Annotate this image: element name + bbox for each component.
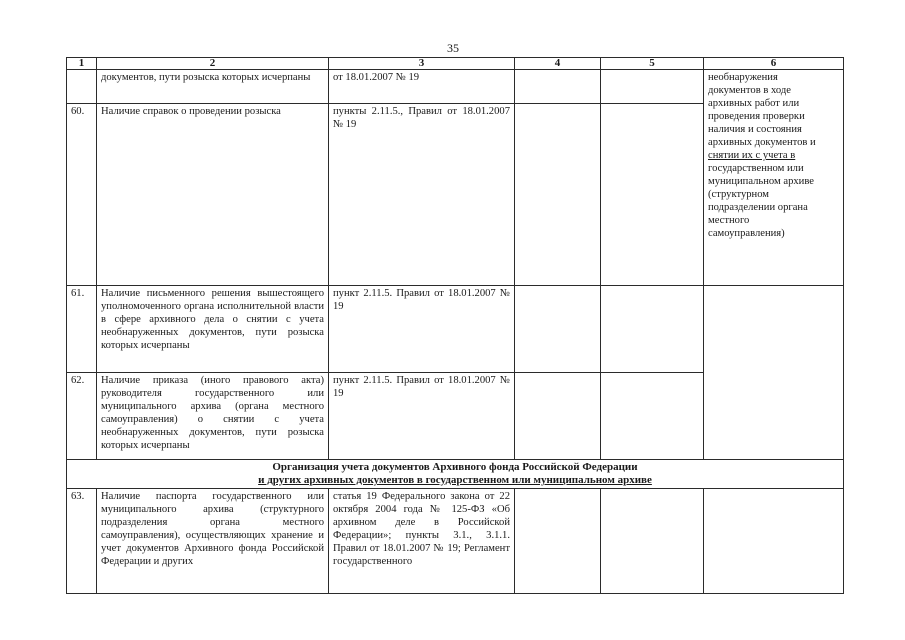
section-heading-line-1: Организация учета документов Архивного фонда Российской Федерации bbox=[272, 461, 638, 473]
empty-cell bbox=[515, 489, 601, 594]
empty-cell bbox=[704, 489, 844, 594]
legal-basis-cell: пункт 2.11.5. Правил от 18.01.2007 № 19 bbox=[329, 373, 515, 460]
col6-line: архивных работ или bbox=[708, 98, 800, 109]
empty-cell bbox=[601, 489, 704, 594]
col6-line: (структурном bbox=[708, 189, 770, 200]
requirement-cell: Наличие паспорта государственного или муниципального архива (структурного подразделения органа местного самоуправления), осуществляющих хранение и учет документов Архивного фонда Российской Федерации и других bbox=[97, 489, 329, 594]
empty-cell bbox=[515, 286, 601, 373]
requirement-cell: документов, пути розыска которых исчерпаны bbox=[97, 70, 329, 104]
header-cell-3: 3 bbox=[329, 58, 515, 70]
requirement-cell: Наличие справок о проведении розыска bbox=[97, 104, 329, 286]
consequence-cell bbox=[704, 70, 844, 286]
section-header-row bbox=[67, 460, 844, 489]
legal-basis-cell: статья 19 Федерального закона от 22 октября 2004 года № 125-ФЗ «Об архивном деле в Российской Федерации»; пункты 3.1., 3.1.1. Правил от 18.01.2007 № 19; Регламент государственного bbox=[329, 489, 515, 594]
empty-cell bbox=[601, 373, 704, 460]
header-cell-4: 4 bbox=[515, 58, 601, 70]
page-number: 35 bbox=[447, 41, 459, 55]
empty-cell bbox=[601, 70, 704, 104]
row-number: 60. bbox=[67, 104, 97, 286]
requirement-cell: Наличие письменного решения вышестоящего уполномоченного органа исполнительной власти в сфере архивного дела о снятии с учета необнаруженных документов, пути розыска которых исчерпаны bbox=[97, 286, 329, 373]
header-row bbox=[67, 58, 844, 70]
col6-line: подразделении органа bbox=[708, 202, 808, 213]
row-number: 63. bbox=[67, 489, 97, 594]
empty-cell bbox=[515, 70, 601, 104]
col6-line: документов в ходе bbox=[708, 85, 791, 96]
col6-line: государственном или bbox=[708, 163, 804, 174]
col6-line: муниципальном архиве bbox=[708, 176, 814, 187]
row-number: 61. bbox=[67, 286, 97, 373]
section-heading bbox=[67, 460, 844, 489]
header-cell-6: 6 bbox=[704, 58, 844, 70]
empty-cell bbox=[601, 104, 704, 286]
section-heading-line-2: и других архивных документов в государственном или муниципальном архиве bbox=[258, 474, 652, 486]
legal-basis-cell: пункт 2.11.5. Правил от 18.01.2007 № 19 bbox=[329, 286, 515, 373]
empty-cell bbox=[515, 104, 601, 286]
row-number: 62. bbox=[67, 373, 97, 460]
col6-line: архивных документов и bbox=[708, 137, 816, 148]
empty-merged-cell bbox=[704, 286, 844, 460]
legal-basis-cell: пункты 2.11.5., Правил от 18.01.2007 № 19 bbox=[329, 104, 515, 286]
col6-line: самоуправления) bbox=[708, 228, 785, 239]
legal-basis-cell: от 18.01.2007 № 19 bbox=[329, 70, 515, 104]
table-row bbox=[67, 70, 844, 104]
requirement-cell: Наличие приказа (иного правового акта) руководителя государственного или муниципального архива (органа местного самоуправления) о снятии с учета необнаруженных документов, пути розыска которых исчерпаны bbox=[97, 373, 329, 460]
header-cell-2: 2 bbox=[97, 58, 329, 70]
col6-line-underlined: снятии их с учета в bbox=[708, 150, 796, 161]
empty-cell bbox=[601, 286, 704, 373]
col6-line: проведения проверки bbox=[708, 111, 805, 122]
row-number bbox=[67, 70, 97, 104]
empty-cell bbox=[515, 373, 601, 460]
table-row bbox=[67, 489, 844, 594]
col6-line: необнаружения bbox=[708, 72, 778, 83]
header-cell-5: 5 bbox=[601, 58, 704, 70]
col6-line: наличия и состояния bbox=[708, 124, 802, 135]
col6-line: местного bbox=[708, 215, 750, 226]
inspection-table bbox=[66, 57, 844, 594]
header-cell-1: 1 bbox=[67, 58, 97, 70]
table-row bbox=[67, 286, 844, 373]
